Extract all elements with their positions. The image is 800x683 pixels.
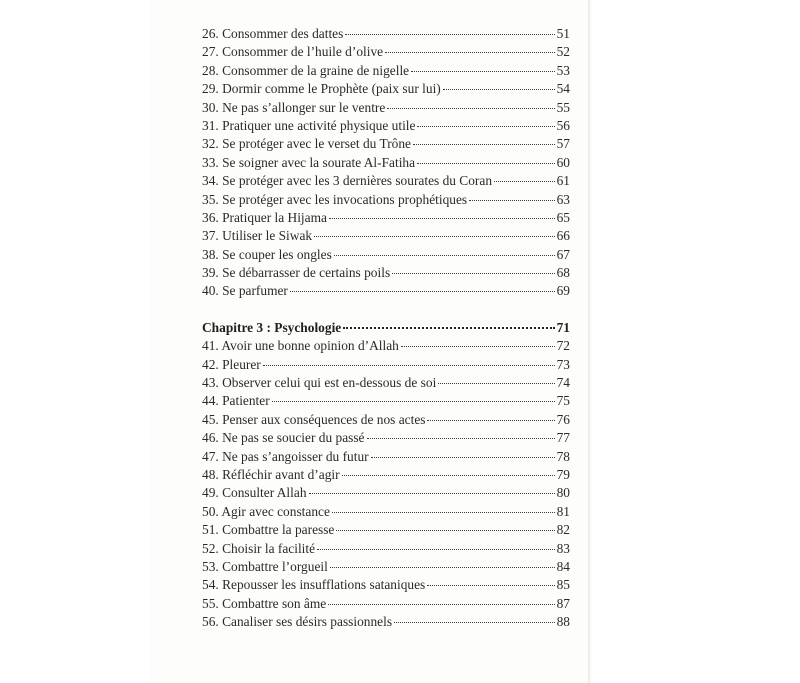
toc-entry — [202, 356, 570, 374]
toc-entry — [202, 576, 570, 594]
toc-entry-page-number: 79 — [556, 466, 570, 482]
toc-entry-title: 47. Ne pas s’angoisser du futur — [202, 448, 369, 464]
toc-entry-page-number: 69 — [556, 283, 570, 299]
section-gap — [202, 301, 570, 319]
toc-entry-page-number: 65 — [556, 209, 570, 225]
dot-leader — [411, 71, 554, 72]
toc-entry — [202, 448, 570, 466]
dot-leader — [385, 52, 554, 53]
chapter-heading — [202, 319, 570, 337]
dot-leader — [494, 181, 555, 182]
toc-entry-page-number: 54 — [556, 81, 570, 97]
toc-entry-page-number: 67 — [556, 246, 570, 262]
toc-entry-page-number: 77 — [556, 430, 570, 446]
toc-entry — [202, 540, 570, 558]
toc-entry-page-number: 56 — [556, 117, 570, 133]
toc-entry-title: 33. Se soigner avec la sourate Al-Fatiha — [202, 154, 416, 170]
toc-entry-title: 38. Se couper les ongles — [202, 246, 332, 262]
toc-entry-title: 30. Ne pas s’allonger sur le ventre — [202, 99, 386, 115]
toc-entry-page-number: 83 — [556, 540, 570, 556]
toc-entry-page-number: 72 — [556, 338, 570, 354]
toc-entry-page-number: 76 — [556, 411, 570, 427]
dot-leader — [263, 365, 555, 366]
toc-entry-title: 48. Réfléchir avant d’agir — [202, 466, 340, 482]
toc-entry — [202, 80, 570, 98]
dot-leader — [401, 346, 555, 347]
toc-entry — [202, 117, 570, 135]
dot-leader — [392, 273, 554, 274]
toc-section-psychology — [202, 337, 570, 631]
dot-leader — [371, 457, 555, 458]
toc-entry-title: 32. Se protéger avec le verset du Trône — [202, 136, 411, 152]
toc-entry-title: 50. Agir avec constance — [202, 503, 330, 519]
toc-entry-page-number: 60 — [556, 154, 570, 170]
toc-entry-title: 45. Penser aux conséquences de nos actes — [202, 411, 426, 427]
dot-leader — [367, 438, 555, 439]
toc-entry — [202, 209, 570, 227]
dot-leader — [343, 327, 554, 329]
dot-leader — [332, 512, 555, 513]
dot-leader — [427, 585, 554, 586]
dot-leader — [336, 530, 554, 531]
dot-leader — [413, 144, 555, 145]
toc-entry — [202, 374, 570, 392]
toc-entry-page-number: 55 — [556, 99, 570, 115]
toc-entry-page-number: 74 — [556, 375, 570, 391]
toc-entry-title: 46. Ne pas se soucier du passé — [202, 430, 365, 446]
dot-leader — [427, 420, 554, 421]
dot-leader — [417, 126, 554, 127]
dot-leader — [330, 567, 555, 568]
dot-leader — [438, 383, 554, 384]
toc-entry-title: 44. Patienter — [202, 393, 270, 409]
toc-section-health — [202, 25, 570, 301]
toc-entry — [202, 99, 570, 117]
toc-entry — [202, 25, 570, 43]
toc-entry — [202, 558, 570, 576]
toc-entry-title: 42. Pleurer — [202, 356, 261, 372]
dot-leader — [387, 108, 554, 109]
toc-entry-title: 31. Pratiquer une activité physique utile — [202, 117, 416, 133]
dot-leader — [329, 218, 555, 219]
toc-entry-title: 29. Dormir comme le Prophète (paix sur lui) — [202, 81, 441, 97]
page-edge — [588, 0, 592, 683]
dot-leader — [272, 401, 555, 402]
toc-entry — [202, 43, 570, 61]
toc-entry-page-number: 66 — [556, 228, 570, 244]
toc-entry-page-number: 80 — [556, 485, 570, 501]
toc-entry — [202, 154, 570, 172]
toc-entry-title: 43. Observer celui qui est en-dessous de soi — [202, 375, 437, 391]
toc-entry-page-number: 68 — [556, 265, 570, 281]
toc-entry-page-number: 52 — [556, 44, 570, 60]
toc-entry — [202, 246, 570, 264]
toc-entry-page-number: 87 — [556, 595, 570, 611]
dot-leader — [417, 163, 555, 164]
toc-entry-page-number: 61 — [556, 173, 570, 189]
dot-leader — [314, 236, 555, 237]
toc-entry — [202, 227, 570, 245]
toc-entry-title: 36. Pratiquer la Hijama — [202, 209, 327, 225]
dot-leader — [309, 493, 555, 494]
toc-entry — [202, 135, 570, 153]
toc-entry-title: 35. Se protéger avec les invocations prophétiques — [202, 191, 468, 207]
toc-entry — [202, 503, 570, 521]
toc-entry-title: 27. Consommer de l’huile d’olive — [202, 44, 384, 60]
toc-entry-title: 54. Repousser les insufflations sataniques — [202, 577, 426, 593]
toc-entry-title: 40. Se parfumer — [202, 283, 288, 299]
toc-entry-page-number: 81 — [556, 503, 570, 519]
dot-leader — [443, 89, 555, 90]
table-of-contents — [202, 25, 570, 632]
toc-entry-title: 51. Combattre la paresse — [202, 522, 335, 538]
toc-entry — [202, 521, 570, 539]
toc-entry-page-number: 51 — [556, 26, 570, 41]
toc-entry-title: 39. Se débarrasser de certains poils — [202, 265, 391, 281]
toc-entry — [202, 191, 570, 209]
toc-entry — [202, 429, 570, 447]
toc-entry — [202, 337, 570, 355]
toc-entry-page-number: 73 — [556, 356, 570, 372]
toc-entry-page-number: 84 — [556, 558, 570, 574]
toc-entry-page-number: 75 — [556, 393, 570, 409]
dot-leader — [342, 475, 555, 476]
toc-entry-page-number: 53 — [556, 62, 570, 78]
toc-entry — [202, 613, 570, 631]
toc-entry-title: 28. Consommer de la graine de nigelle — [202, 62, 410, 78]
toc-entry-title: 49. Consulter Allah — [202, 485, 307, 501]
toc-entry-page-number: 82 — [556, 522, 570, 538]
chapter-title: Chapitre 3 : Psychologie — [202, 319, 342, 335]
toc-entry-title: 56. Canaliser ses désirs passionnels — [202, 614, 393, 630]
dot-leader — [345, 34, 554, 35]
toc-entry-title: 34. Se protéger avec les 3 dernières sourates du Coran — [202, 173, 493, 189]
toc-entry-page-number: 88 — [556, 614, 570, 630]
toc-entry-title: 26. Consommer des dattes — [202, 26, 344, 41]
toc-entry-title: 41. Avoir une bonne opinion d’Allah — [202, 338, 399, 354]
toc-entry — [202, 595, 570, 613]
dot-leader — [394, 622, 555, 623]
dot-leader — [290, 291, 555, 292]
toc-entry-title: 55. Combattre son âme — [202, 595, 327, 611]
toc-entry — [202, 484, 570, 502]
dot-leader — [328, 604, 554, 605]
toc-entry — [202, 282, 570, 300]
dot-leader — [334, 255, 555, 256]
toc-entry — [202, 466, 570, 484]
toc-entry-title: 53. Combattre l’orgueil — [202, 558, 328, 574]
toc-entry-title: 52. Choisir la facilité — [202, 540, 316, 556]
toc-entry — [202, 62, 570, 80]
toc-entry-page-number: 63 — [556, 191, 570, 207]
toc-entry — [202, 411, 570, 429]
dot-leader — [469, 200, 554, 201]
toc-entry-page-number: 85 — [556, 577, 570, 593]
toc-entry-title: 37. Utiliser le Siwak — [202, 228, 313, 244]
chapter-page-number: 71 — [556, 319, 570, 335]
toc-entry — [202, 172, 570, 190]
dot-leader — [317, 549, 555, 550]
toc-entry — [202, 264, 570, 282]
toc-entry-page-number: 57 — [556, 136, 570, 152]
toc-entry — [202, 392, 570, 410]
toc-entry-page-number: 78 — [556, 448, 570, 464]
